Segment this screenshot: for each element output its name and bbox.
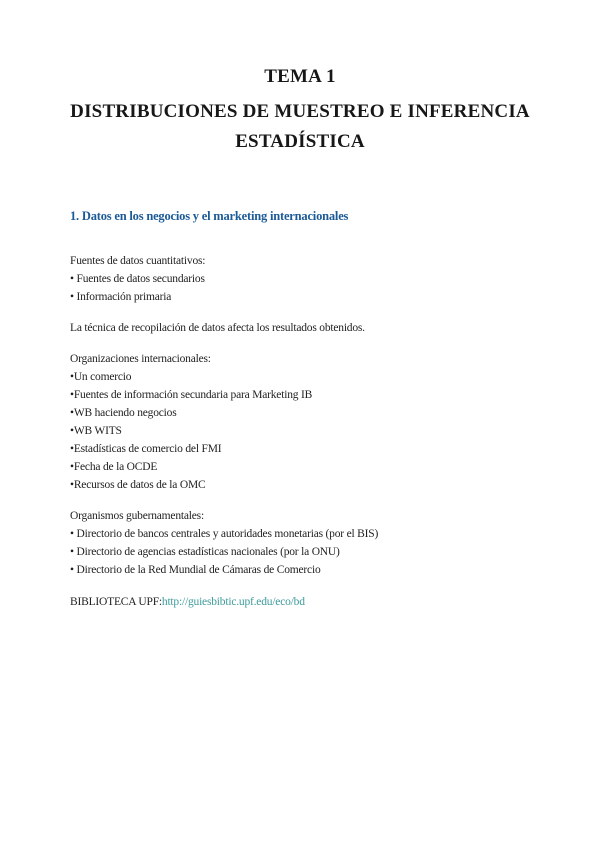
bullet-line: • Fuentes de datos secundarios <box>70 273 205 285</box>
library-link[interactable]: http://guiesbibtic.upf.edu/eco/bd <box>161 596 305 608</box>
quantitative-sources-block <box>70 252 530 306</box>
document-subtitle-line1: DISTRIBUCIONES DE MUESTREO E INFERENCIA <box>70 101 530 122</box>
bullet-line: •Un comercio <box>70 371 132 383</box>
document-title: TEMA 1 <box>264 66 336 87</box>
international-organizations-block <box>70 350 530 494</box>
technique-note-block <box>70 319 530 337</box>
document-subtitle-line2: ESTADÍSTICA <box>235 131 365 152</box>
bullet-line: •WB haciendo negocios <box>70 407 177 419</box>
government-organisms-block <box>70 507 530 579</box>
bullet-line: •Fuentes de información secundaria para Marketing IB <box>70 389 313 401</box>
bullet-line: •Estadísticas de comercio del FMI <box>70 443 222 455</box>
document-subtitle <box>70 97 530 157</box>
block-intro: Organismos gubernamentales: <box>70 510 204 522</box>
bullet-line: • Directorio de agencias estadísticas nacionales (por la ONU) <box>70 546 340 558</box>
bullet-line: •Recursos de datos de la OMC <box>70 479 206 491</box>
block-intro: Organizaciones internacionales: <box>70 353 211 365</box>
section-heading: 1. Datos en los negocios y el marketing internacionales <box>70 209 349 223</box>
bullet-line: • Información primaria <box>70 291 172 303</box>
bullet-line: •WB WITS <box>70 425 122 437</box>
block-intro: Fuentes de datos cuantitativos: <box>70 255 206 267</box>
bullet-line: • Directorio de la Red Mundial de Cámaras de Comercio <box>70 564 321 576</box>
bullet-line: •Fecha de la OCDE <box>70 461 158 473</box>
library-label: BIBLIOTECA UPF: <box>70 596 162 608</box>
library-line <box>70 592 530 611</box>
bullet-line: • Directorio de bancos centrales y autoridades monetarias (por el BIS) <box>70 528 379 540</box>
technique-note: La técnica de recopilación de datos afecta los resultados obtenidos. <box>70 322 365 334</box>
